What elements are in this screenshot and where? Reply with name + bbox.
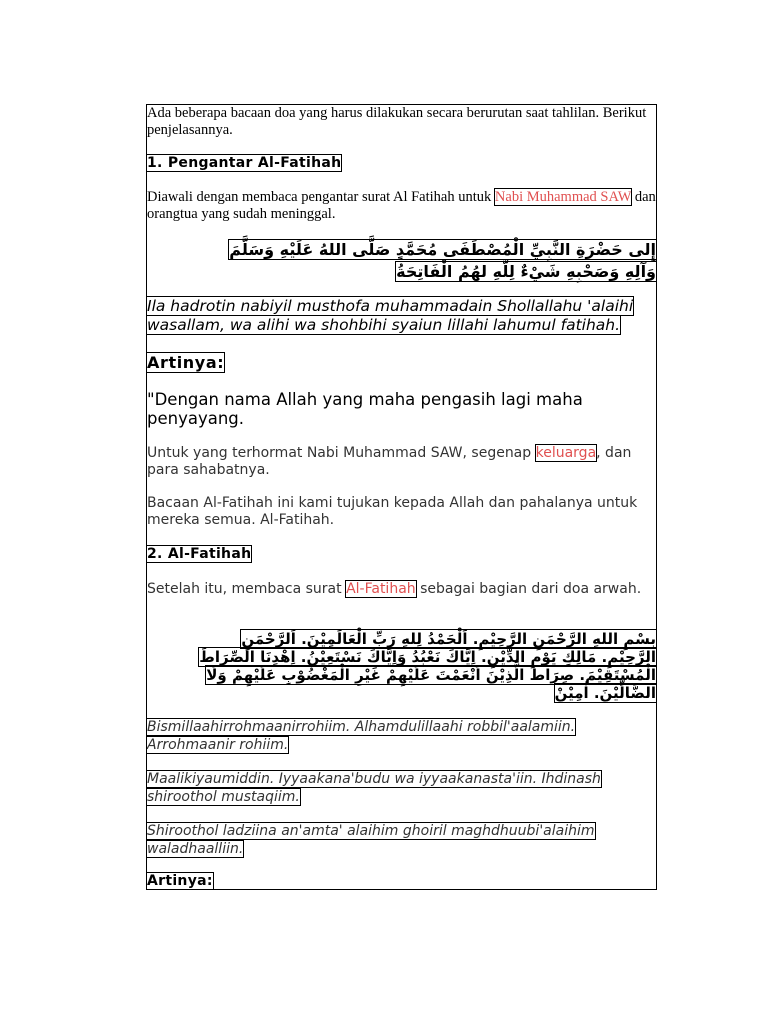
section1-arabic — [147, 239, 656, 283]
section2-heading-text: 2. Al-Fatihah — [147, 546, 252, 562]
section2-arabic-line4: الضَّالِّيْنَ. اٰمِيْنْ — [554, 684, 656, 702]
section1-arabic-line2: وَآلِهِ وَصَحْبِهِ شَيْءٌ لِلّهِ لهُمُ الْفَاتِحَةُ — [396, 262, 656, 281]
section2-arabic-line3: الْمُسْتَقِيْمَ. صِرَاطَ الَّذِيْنَ اَنْعَمْتَ عَلَيْهِمْ غَيْرِ الْمَغْضُوْبِ عَلَيْهِمْ وَلَا — [206, 666, 656, 684]
section2-artinya-text: Artinya: — [147, 873, 213, 889]
section2-latin1-line1: Bismillaahirrohmaanirrohiim. Alhamdulillaahi robbil'aalamiin. — [147, 719, 576, 735]
section2-paragraph — [147, 581, 656, 598]
section1-paragraph-2 — [147, 445, 656, 479]
section2-latin1-line2: Arrohmaanir rohiim. — [147, 737, 289, 753]
section1-quote: "Dengan nama Allah yang maha pengasih lagi maha penyayang. — [147, 390, 583, 428]
intro-paragraph: Ada beberapa bacaan doa yang harus dilakukan secara berurutan saat tahlilan. Berikut penjelasannya. — [147, 105, 647, 138]
section1-heading-text: 1. Pengantar Al-Fatihah — [147, 155, 342, 171]
section1-paragraph — [147, 189, 656, 223]
section2-latin-3 — [147, 822, 656, 858]
section1-artinya-text: Artinya: — [147, 353, 225, 372]
section1-p1-before: Untuk yang terhormat Nabi Muhammad SAW, segenap — [147, 445, 536, 461]
section2-arabic-line1: بِسْمِ اللهِ الرَّحْمَنِ الرَّحِيْمِ. اَلْحَمْدُ لِلهِ رَبِّ الْعَالَمِيْنَ. اَلرَّحْمَنِ — [241, 630, 656, 648]
section2-latin-2 — [147, 770, 656, 806]
keluarga-link[interactable]: keluarga — [535, 445, 597, 461]
section1-latin — [147, 297, 656, 335]
section1-arabic-line1: إِلى حَضْرَةِ النَّبِيِّ الْمُصْطَفَى مُحَمَّدٍ صَلَّى اللهُ عَلَيْهِ وَسَلَّمَ — [229, 240, 656, 259]
section2-latin2-line1: Maalikiyaumiddin. Iyyaakana'budu wa iyyaakanasta'iin. Ihdinash — [147, 771, 601, 787]
section2-para-before: Setelah itu, membaca surat — [147, 581, 347, 597]
nabi-muhammad-link[interactable]: Nabi Muhammad SAW — [494, 189, 632, 205]
section1-para-after: dan orangtua yang sudah meninggal. — [147, 189, 656, 222]
section2-latin3-line2: waladhaalliin. — [147, 841, 244, 857]
section1-latin-line2: wasallam, wa alihi wa shohbihi syaiun lillahi lahumul fatihah. — [147, 316, 621, 334]
section1-paragraph-3: Bacaan Al-Fatihah ini kami tujukan kepada Allah dan pahalanya untuk mereka semua. Al-Fatihah. — [147, 495, 638, 528]
section1-latin-line1: Ila hadrotin nabiyil musthofa muhammadain Shollallahu 'alaihi — [147, 297, 634, 315]
al-fatihah-link[interactable]: Al-Fatihah — [346, 581, 416, 597]
section2-latin-1 — [147, 718, 656, 754]
section2-heading — [147, 546, 656, 562]
section2-arabic — [147, 630, 656, 702]
section2-artinya — [147, 873, 656, 889]
section2-para-after: sebagai bagian dari doa arwah. — [415, 581, 642, 597]
section1-para-before: Diawali dengan membaca pengantar surat Al Fatihah untuk — [147, 189, 495, 205]
section2-arabic-line2: الرَّحِيْمِ. مَالِكِ يَوْمِ الدِّيْنِ. اِيَّاكَ نَعْبُدُ وَاِيَّاكَ نَسْتَعِيْنُ. اِهْدِنَا الصِّرَاطَ — [199, 648, 656, 666]
section1-heading — [147, 155, 656, 171]
section1-artinya — [147, 353, 656, 372]
section2-latin3-line1: Shiroothol ladziina an'amta' alaihim ghoiril maghdhuubi'alaihim — [147, 823, 595, 839]
article-page — [146, 104, 657, 890]
section2-latin2-line2: shiroothol mustaqiim. — [147, 789, 300, 805]
section1-p1-after: , dan para sahabatnya. — [147, 445, 632, 478]
